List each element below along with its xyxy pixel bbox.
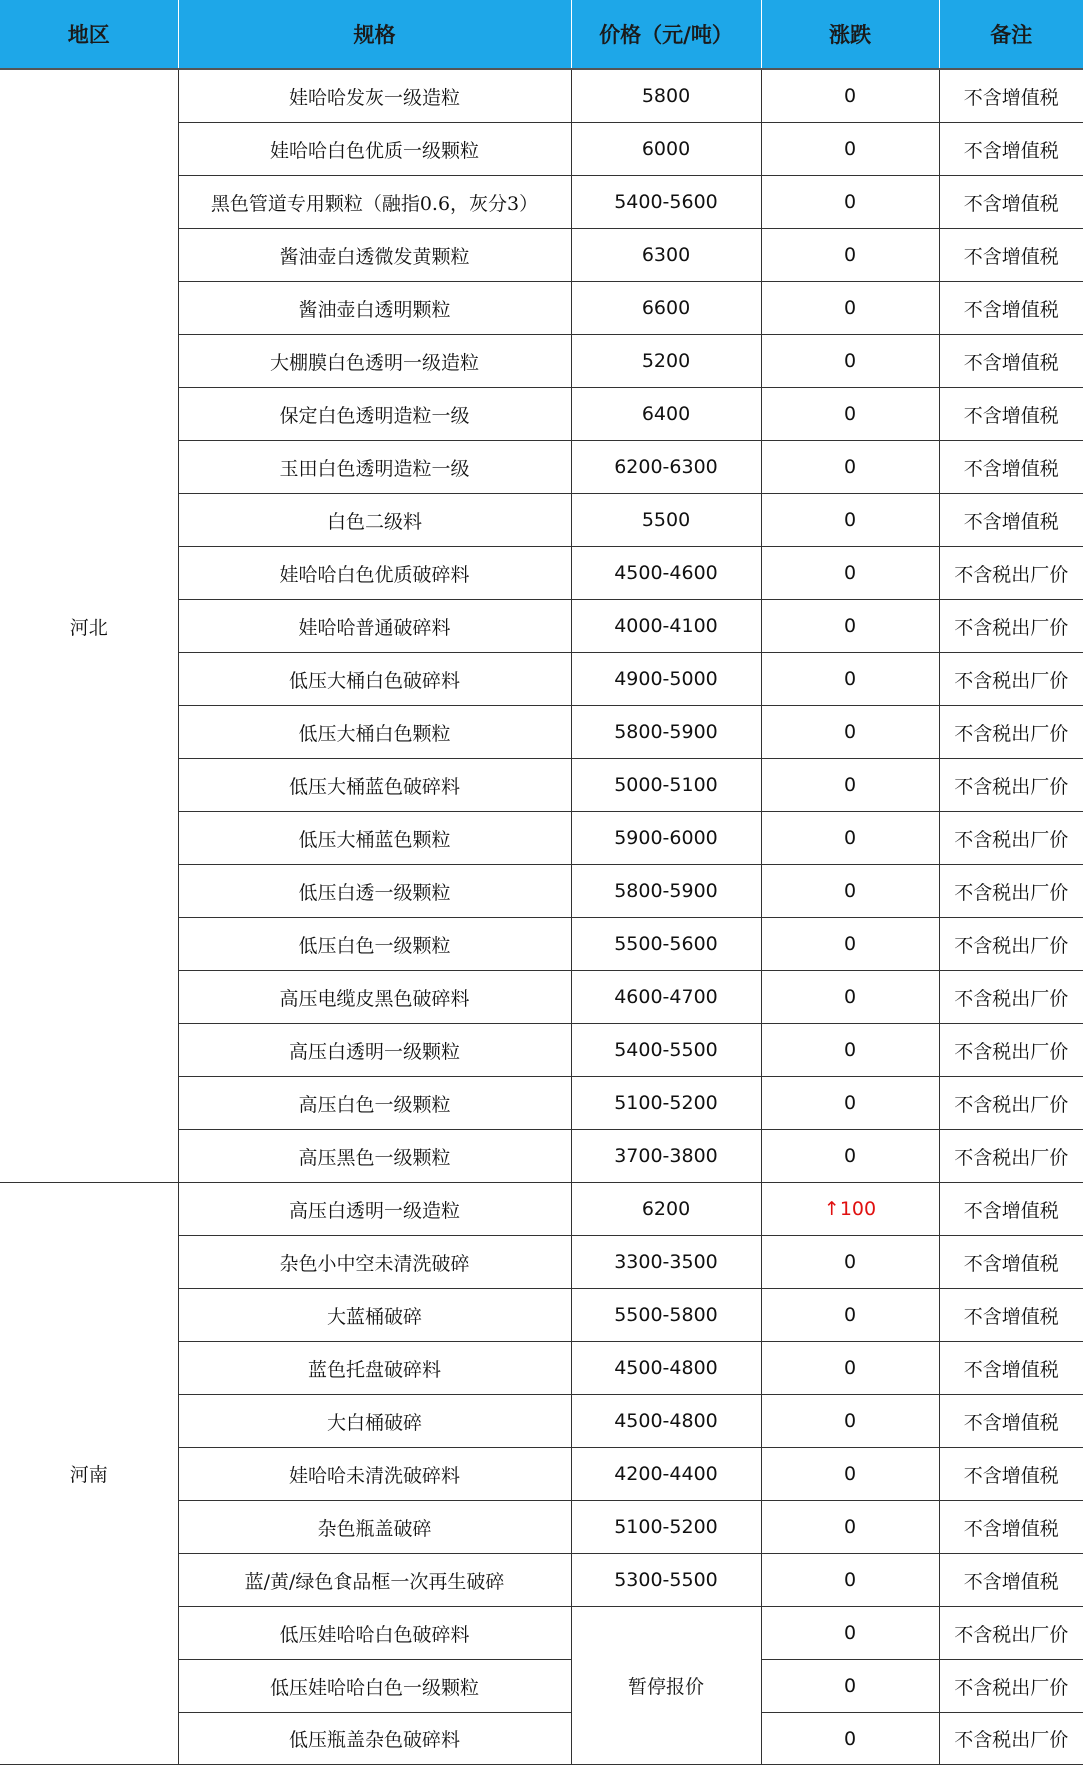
change-cell: 0 [761,1713,939,1765]
spec-cell: 蓝色托盘破碎料 [178,1342,571,1395]
spec-cell: 娃哈哈白色优质破碎料 [178,547,571,600]
spec-cell: 低压娃哈哈白色破碎料 [178,1607,571,1660]
price-cell: 6300 [571,229,761,282]
spec-cell: 娃哈哈白色优质一级颗粒 [178,123,571,176]
note-cell: 不含税出厂价 [939,547,1083,600]
spec-cell: 玉田白色透明造粒一级 [178,441,571,494]
price-cell: 4900-5000 [571,653,761,706]
price-cell: 5900-6000 [571,812,761,865]
change-cell: 0 [761,282,939,335]
spec-cell: 低压大桶蓝色颗粒 [178,812,571,865]
note-cell: 不含增值税 [939,1342,1083,1395]
change-cell: 0 [761,706,939,759]
note-cell: 不含税出厂价 [939,706,1083,759]
note-cell: 不含增值税 [939,494,1083,547]
note-cell: 不含增值税 [939,335,1083,388]
note-cell: 不含税出厂价 [939,918,1083,971]
change-cell: 0 [761,1607,939,1660]
header-price: 价格（元/吨） [571,0,761,69]
price-cell: 6600 [571,282,761,335]
price-cell: 5800 [571,69,761,123]
spec-cell: 低压白色一级颗粒 [178,918,571,971]
spec-cell: 低压大桶白色颗粒 [178,706,571,759]
table-row [0,69,1083,123]
spec-cell: 低压大桶蓝色破碎料 [178,759,571,812]
change-cell: 0 [761,1342,939,1395]
price-cell: 5500-5600 [571,918,761,971]
change-cell: 0 [761,441,939,494]
price-cell: 4500-4800 [571,1342,761,1395]
spec-cell: 高压黑色一级颗粒 [178,1130,571,1183]
change-cell: 0 [761,1501,939,1554]
spec-cell: 酱油壶白透明颗粒 [178,282,571,335]
price-cell: 4000-4100 [571,600,761,653]
note-cell: 不含税出厂价 [939,1660,1083,1713]
change-cell: 0 [761,812,939,865]
spec-cell: 高压电缆皮黑色破碎料 [178,971,571,1024]
spec-cell: 白色二级料 [178,494,571,547]
price-cell: 5400-5600 [571,176,761,229]
header-change: 涨跌 [761,0,939,69]
spec-cell: 娃哈哈普通破碎料 [178,600,571,653]
change-cell: 0 [761,69,939,123]
change-cell: 0 [761,176,939,229]
change-cell: 0 [761,1289,939,1342]
note-cell: 不含税出厂价 [939,653,1083,706]
change-cell: 0 [761,547,939,600]
note-cell: 不含税出厂价 [939,759,1083,812]
price-cell: 3700-3800 [571,1130,761,1183]
spec-cell: 大蓝桶破碎 [178,1289,571,1342]
price-cell: 4200-4400 [571,1448,761,1501]
price-cell: 6200-6300 [571,441,761,494]
note-cell: 不含增值税 [939,1395,1083,1448]
note-cell: 不含增值税 [939,1554,1083,1607]
note-cell: 不含增值税 [939,229,1083,282]
note-cell: 不含增值税 [939,282,1083,335]
change-cell: 0 [761,1448,939,1501]
price-cell: 5100-5200 [571,1501,761,1554]
change-cell: 0 [761,600,939,653]
change-cell: 0 [761,1554,939,1607]
note-cell: 不含增值税 [939,1236,1083,1289]
note-cell: 不含增值税 [939,1289,1083,1342]
change-cell: 0 [761,229,939,282]
note-cell: 不含增值税 [939,1501,1083,1554]
price-cell: 6200 [571,1183,761,1236]
change-cell: 0 [761,1236,939,1289]
spec-cell: 保定白色透明造粒一级 [178,388,571,441]
change-cell: 0 [761,494,939,547]
spec-cell: 低压白透一级颗粒 [178,865,571,918]
note-cell: 不含税出厂价 [939,1077,1083,1130]
header-note: 备注 [939,0,1083,69]
price-cell: 3300-3500 [571,1236,761,1289]
note-cell: 不含增值税 [939,388,1083,441]
note-cell: 不含税出厂价 [939,1713,1083,1765]
price-cell: 4500-4800 [571,1395,761,1448]
change-cell: 0 [761,123,939,176]
change-cell: 0 [761,1660,939,1713]
note-cell: 不含增值税 [939,441,1083,494]
spec-cell: 大白桶破碎 [178,1395,571,1448]
spec-cell: 娃哈哈未清洗破碎料 [178,1448,571,1501]
spec-cell: 高压白色一级颗粒 [178,1077,571,1130]
change-cell: 0 [761,759,939,812]
change-cell: 0 [761,335,939,388]
change-cell: 0 [761,1395,939,1448]
price-cell: 5400-5500 [571,1024,761,1077]
spec-cell: 娃哈哈发灰一级造粒 [178,69,571,123]
spec-cell: 高压白透明一级颗粒 [178,1024,571,1077]
note-cell: 不含税出厂价 [939,812,1083,865]
spec-cell: 高压白透明一级造粒 [178,1183,571,1236]
price-cell: 5800-5900 [571,706,761,759]
note-cell: 不含增值税 [939,123,1083,176]
spec-cell: 酱油壶白透微发黄颗粒 [178,229,571,282]
price-cell: 5100-5200 [571,1077,761,1130]
price-cell: 5800-5900 [571,865,761,918]
change-cell: 0 [761,388,939,441]
note-cell: 不含税出厂价 [939,865,1083,918]
note-cell: 不含增值税 [939,176,1083,229]
price-cell: 6000 [571,123,761,176]
price-cell: 5000-5100 [571,759,761,812]
price-cell: 5500 [571,494,761,547]
spec-cell: 低压娃哈哈白色一级颗粒 [178,1660,571,1713]
region-cell-henan: 河南 [0,1183,178,1765]
change-cell: 0 [761,865,939,918]
spec-cell: 大棚膜白色透明一级造粒 [178,335,571,388]
change-cell: 0 [761,1024,939,1077]
spec-cell: 低压大桶白色破碎料 [178,653,571,706]
price-cell: 5300-5500 [571,1554,761,1607]
note-cell: 不含税出厂价 [939,971,1083,1024]
header-region: 地区 [0,0,178,69]
spec-cell: 杂色小中空未清洗破碎 [178,1236,571,1289]
change-cell: 0 [761,1077,939,1130]
price-cell: 6400 [571,388,761,441]
note-cell: 不含税出厂价 [939,1607,1083,1660]
header-spec: 规格 [178,0,571,69]
spec-cell: 杂色瓶盖破碎 [178,1501,571,1554]
price-cell-suspended: 暂停报价 [571,1607,761,1765]
spec-cell: 低压瓶盖杂色破碎料 [178,1713,571,1765]
table-row [0,1183,1083,1236]
price-cell: 4500-4600 [571,547,761,600]
price-cell: 5500-5800 [571,1289,761,1342]
change-cell: 0 [761,1130,939,1183]
note-cell: 不含增值税 [939,69,1083,123]
change-cell: 0 [761,918,939,971]
spec-cell: 黑色管道专用颗粒（融指0.6，灰分3） [178,176,571,229]
region-cell-hebei: 河北 [0,69,178,1183]
change-cell-up: ↑100 [761,1183,939,1236]
note-cell: 不含税出厂价 [939,1130,1083,1183]
change-cell: 0 [761,971,939,1024]
note-cell: 不含税出厂价 [939,600,1083,653]
price-cell: 5200 [571,335,761,388]
note-cell: 不含增值税 [939,1448,1083,1501]
note-cell: 不含增值税 [939,1183,1083,1236]
price-cell: 4600-4700 [571,971,761,1024]
header-row [0,0,1083,69]
change-cell: 0 [761,653,939,706]
note-cell: 不含税出厂价 [939,1024,1083,1077]
spec-cell: 蓝/黄/绿色食品框一次再生破碎 [178,1554,571,1607]
